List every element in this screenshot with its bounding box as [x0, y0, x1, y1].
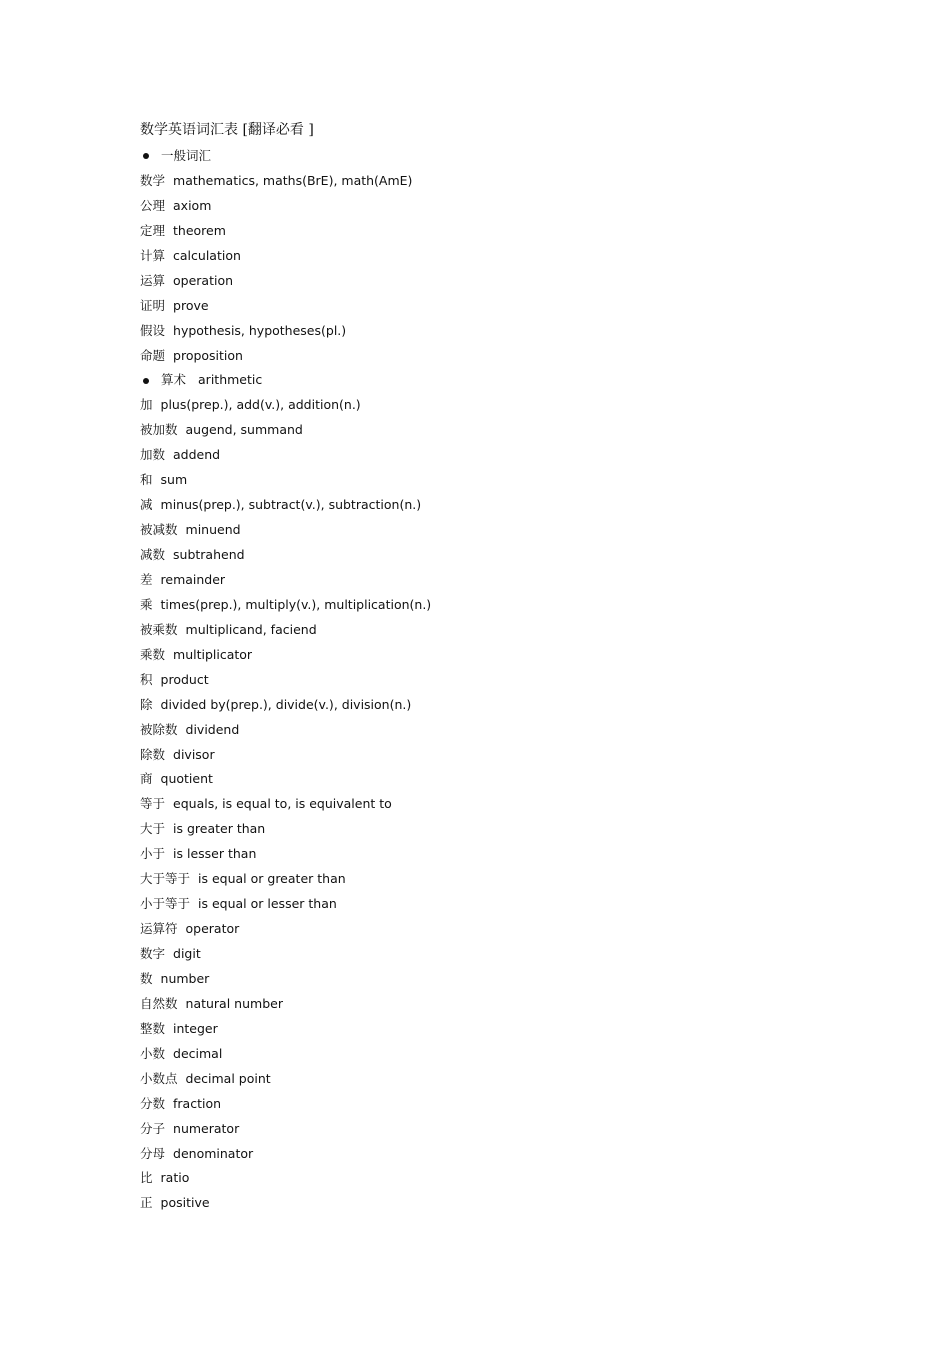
- vocabulary-entry: [140, 693, 840, 718]
- entry-english-term: axiom: [173, 197, 212, 213]
- entry-chinese-term: 被加数: [140, 422, 178, 438]
- entry-english-term: operator: [185, 921, 240, 937]
- entry-english-term: natural number: [185, 995, 283, 1011]
- entry-chinese-term: 分母: [140, 1145, 166, 1161]
- entry-english-term: denominator: [173, 1145, 254, 1161]
- entry-english-term: decimal: [173, 1045, 223, 1061]
- entry-english-term: proposition: [173, 347, 243, 363]
- vocabulary-entry: [140, 1166, 840, 1191]
- bullet-icon: [143, 153, 149, 159]
- entry-english-term: remainder: [160, 571, 226, 587]
- entry-english-term: hypothesis, hypotheses(pl.): [173, 322, 347, 338]
- entry-chinese-term: 被除数: [140, 721, 178, 737]
- entry-chinese-term: 公理: [140, 197, 166, 213]
- vocabulary-entry: [140, 1191, 840, 1216]
- vocabulary-entry: [140, 543, 840, 568]
- entry-chinese-term: 正: [140, 1195, 153, 1211]
- vocabulary-entry: [140, 468, 840, 493]
- entry-chinese-term: 等于: [140, 796, 166, 812]
- vocabulary-entry: [140, 767, 840, 792]
- entry-english-term: digit: [173, 946, 201, 961]
- entry-english-term: dividend: [185, 721, 240, 737]
- entry-chinese-term: 减: [140, 497, 153, 513]
- entry-english-term: calculation: [173, 247, 241, 263]
- entry-english-term: integer: [173, 1020, 218, 1036]
- vocabulary-entry: [140, 593, 840, 618]
- entry-chinese-term: 小于等于: [140, 896, 191, 912]
- vocabulary-entry: [140, 269, 840, 294]
- vocabulary-entry: [140, 992, 840, 1017]
- vocabulary-entry: [140, 743, 840, 768]
- vocabulary-list: [140, 118, 840, 1216]
- entry-chinese-term: 除: [140, 696, 153, 712]
- vocabulary-entry: [140, 169, 840, 194]
- vocabulary-entry: [140, 867, 840, 892]
- entry-chinese-term: 分子: [140, 1120, 166, 1136]
- entry-english-term: plus(prep.), add(v.), addition(n.): [160, 397, 361, 413]
- entry-chinese-term: 假设: [140, 322, 166, 338]
- entry-english-term: ratio: [160, 1170, 190, 1186]
- entry-english-term: quotient: [160, 771, 213, 787]
- entry-list: [140, 144, 840, 1216]
- section-heading-en: arithmetic: [198, 372, 263, 388]
- entry-english-term: product: [160, 671, 209, 687]
- entry-chinese-term: 小于: [140, 846, 166, 862]
- entry-chinese-term: 整数: [140, 1020, 166, 1036]
- entry-english-term: is lesser than: [173, 846, 257, 862]
- vocabulary-entry: [140, 817, 840, 842]
- vocabulary-entry: [140, 319, 840, 344]
- entry-english-term: augend, summand: [185, 422, 303, 438]
- entry-chinese-term: 计算: [140, 247, 166, 263]
- vocabulary-entry: [140, 443, 840, 468]
- vocabulary-entry: [140, 393, 840, 418]
- vocabulary-entry: [140, 344, 840, 369]
- entry-english-term: multiplicator: [173, 646, 253, 662]
- vocabulary-entry: [140, 1042, 840, 1067]
- entry-english-term: is equal or lesser than: [198, 896, 337, 912]
- entry-english-term: divisor: [173, 746, 215, 762]
- vocabulary-entry: [140, 1142, 840, 1167]
- entry-english-term: minus(prep.), subtract(v.), subtraction(n.): [160, 497, 422, 513]
- entry-chinese-term: 命题: [140, 347, 166, 363]
- entry-chinese-term: 数: [140, 970, 153, 986]
- entry-chinese-term: 被乘数: [140, 621, 178, 637]
- vocabulary-entry: [140, 892, 840, 917]
- entry-chinese-term: 和: [140, 472, 153, 488]
- vocabulary-entry: [140, 244, 840, 269]
- entry-english-term: numerator: [173, 1120, 240, 1136]
- vocabulary-entry: [140, 643, 840, 668]
- vocabulary-entry: [140, 1017, 840, 1042]
- vocabulary-entry: [140, 1117, 840, 1142]
- entry-english-term: addend: [173, 447, 221, 463]
- entry-chinese-term: 商: [140, 771, 153, 787]
- section-heading-zh: 算术: [161, 372, 187, 388]
- vocabulary-entry: [140, 618, 840, 643]
- entry-english-term: divided by(prep.), divide(v.), division(n.): [160, 696, 412, 712]
- vocabulary-entry: [140, 917, 840, 942]
- entry-chinese-term: 定理: [140, 222, 166, 238]
- entry-english-term: mathematics, maths(BrE), math(AmE): [173, 172, 413, 188]
- vocabulary-entry: [140, 967, 840, 992]
- vocabulary-entry: [140, 418, 840, 443]
- vocabulary-entry: [140, 942, 840, 967]
- vocabulary-entry: [140, 518, 840, 543]
- vocabulary-entry: [140, 568, 840, 593]
- entry-english-term: sum: [160, 472, 188, 488]
- entry-chinese-term: 加数: [140, 447, 166, 463]
- entry-chinese-term: 运算: [140, 272, 166, 288]
- entry-english-term: fraction: [173, 1095, 222, 1111]
- vocabulary-entry: [140, 1067, 840, 1092]
- entry-english-term: positive: [160, 1195, 210, 1211]
- entry-chinese-term: 乘数: [140, 646, 166, 662]
- entry-english-term: is greater than: [173, 821, 266, 837]
- section-heading: [140, 144, 840, 169]
- entry-chinese-term: 比: [140, 1170, 153, 1186]
- vocabulary-entry: [140, 718, 840, 743]
- vocabulary-entry: [140, 294, 840, 319]
- entry-english-term: number: [160, 970, 210, 986]
- entry-chinese-term: 乘: [140, 596, 153, 612]
- vocabulary-entry: [140, 792, 840, 817]
- entry-chinese-term: 差: [140, 571, 153, 587]
- page-title: 数学英语词汇表 [翻译必看 ]: [140, 122, 314, 138]
- entry-english-term: is equal or greater than: [198, 871, 346, 887]
- entry-chinese-term: 加: [140, 397, 153, 413]
- vocabulary-entry: [140, 668, 840, 693]
- entry-english-term: prove: [173, 297, 209, 313]
- vocabulary-entry: [140, 842, 840, 867]
- entry-english-term: decimal point: [185, 1070, 271, 1086]
- entry-english-term: equals, is equal to, is equivalent to: [173, 796, 392, 812]
- entry-chinese-term: 分数: [140, 1095, 166, 1111]
- entry-chinese-term: 小数: [140, 1045, 166, 1061]
- bullet-icon: [143, 378, 149, 384]
- entry-chinese-term: 小数点: [140, 1070, 178, 1086]
- entry-chinese-term: 数学: [140, 172, 166, 188]
- entry-chinese-term: 数字: [140, 946, 166, 961]
- vocabulary-entry: [140, 493, 840, 518]
- entry-english-term: subtrahend: [173, 547, 245, 562]
- entry-english-term: operation: [173, 272, 234, 288]
- entry-chinese-term: 减数: [140, 547, 166, 562]
- entry-chinese-term: 除数: [140, 746, 166, 762]
- entry-english-term: times(prep.), multiply(v.), multiplication(n.): [160, 596, 432, 612]
- entry-english-term: minuend: [185, 522, 241, 538]
- entry-chinese-term: 被减数: [140, 522, 178, 538]
- section-heading: [140, 368, 840, 393]
- entry-chinese-term: 积: [140, 671, 153, 687]
- entry-english-term: theorem: [173, 222, 226, 238]
- entry-chinese-term: 证明: [140, 297, 166, 313]
- entry-chinese-term: 大于等于: [140, 871, 191, 887]
- vocabulary-entry: [140, 194, 840, 219]
- vocabulary-entry: [140, 1092, 840, 1117]
- section-heading-zh: 一般词汇: [161, 148, 212, 163]
- entry-chinese-term: 大于: [140, 821, 166, 837]
- entry-chinese-term: 自然数: [140, 995, 178, 1011]
- entry-chinese-term: 运算符: [140, 921, 178, 937]
- entry-english-term: multiplicand, faciend: [185, 621, 317, 637]
- vocabulary-entry: [140, 219, 840, 244]
